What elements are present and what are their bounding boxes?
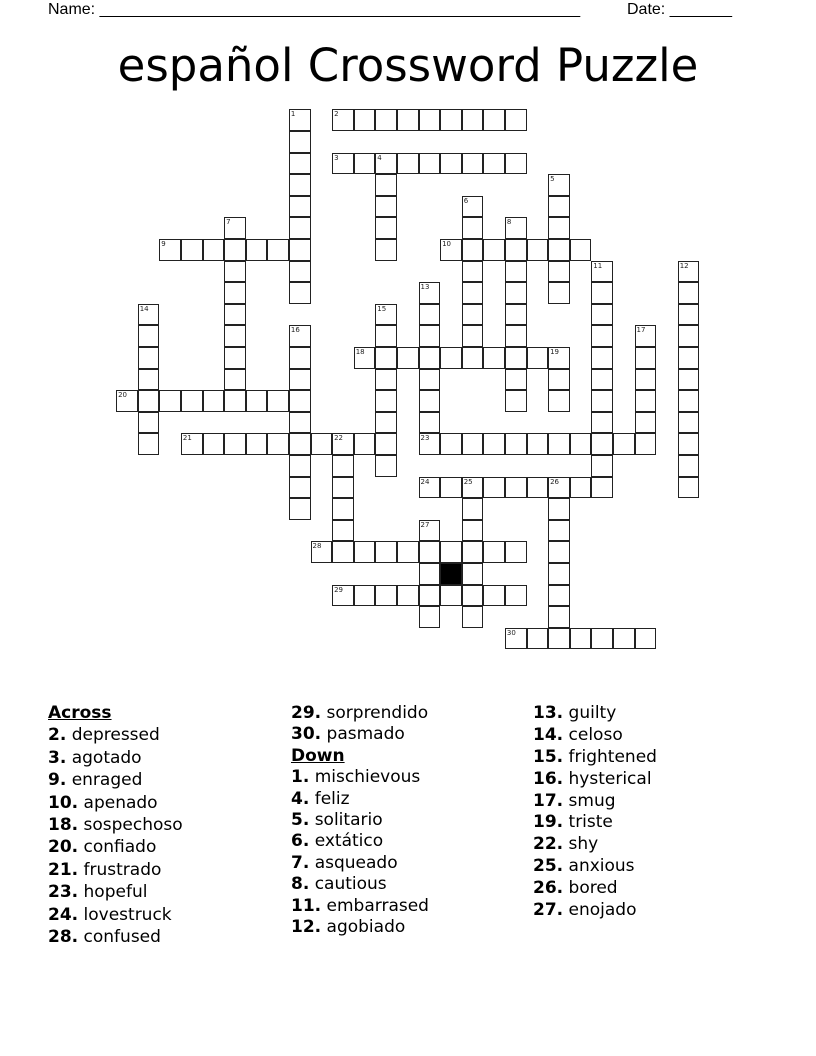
grid-cell[interactable] bbox=[419, 347, 441, 369]
clue-number: 24 bbox=[420, 477, 430, 486]
grid-cell[interactable] bbox=[462, 196, 484, 218]
grid-cell[interactable] bbox=[505, 541, 527, 563]
grid-cell[interactable] bbox=[505, 239, 527, 261]
grid-cell[interactable] bbox=[289, 433, 311, 455]
grid-cell[interactable] bbox=[505, 628, 527, 650]
clue-across-10: 10. apenado bbox=[48, 792, 158, 813]
grid-cell[interactable] bbox=[289, 455, 311, 477]
grid-cell[interactable] bbox=[289, 153, 311, 175]
grid-cell[interactable] bbox=[505, 153, 527, 175]
clue-down-4: 4. feliz bbox=[291, 788, 350, 809]
clue-down-22: 22. shy bbox=[533, 834, 599, 855]
grid-cell[interactable] bbox=[483, 347, 505, 369]
clue-down-12: 12. agobiado bbox=[291, 916, 406, 937]
grid-cell[interactable] bbox=[548, 606, 570, 628]
grid-cell[interactable] bbox=[332, 433, 354, 455]
grid-cell[interactable] bbox=[678, 282, 700, 304]
grid-cell[interactable] bbox=[224, 304, 246, 326]
grid-cell[interactable] bbox=[591, 628, 613, 650]
grid-cell[interactable] bbox=[354, 347, 376, 369]
grid-cell[interactable] bbox=[181, 239, 203, 261]
clue-across-9: 9. enraged bbox=[48, 770, 143, 791]
grid-cell[interactable] bbox=[613, 433, 635, 455]
grid-cell[interactable] bbox=[505, 217, 527, 239]
grid-cell[interactable] bbox=[354, 585, 376, 607]
across-heading: Across bbox=[48, 703, 112, 723]
clue-number: 9 bbox=[161, 240, 166, 248]
grid-cell[interactable] bbox=[289, 217, 311, 239]
grid-cell[interactable] bbox=[246, 390, 268, 412]
grid-cell[interactable] bbox=[635, 369, 657, 391]
grid-cell[interactable] bbox=[548, 217, 570, 239]
grid-cell[interactable] bbox=[548, 282, 570, 304]
clue-number: 25 bbox=[463, 477, 473, 486]
clue-number: 16 bbox=[290, 326, 300, 335]
grid-cell[interactable] bbox=[548, 196, 570, 218]
grid-cell[interactable] bbox=[678, 390, 700, 412]
clue-down-19: 19. triste bbox=[533, 812, 613, 833]
grid-cell[interactable] bbox=[116, 390, 138, 412]
grid-cell[interactable] bbox=[635, 412, 657, 434]
grid-cell[interactable] bbox=[354, 541, 376, 563]
clue-down-6: 6. extático bbox=[291, 831, 384, 852]
grid-cell[interactable] bbox=[483, 541, 505, 563]
grid-cell[interactable] bbox=[375, 239, 397, 261]
grid-cell[interactable] bbox=[332, 498, 354, 520]
clue-across-18: 18. sospechoso bbox=[48, 814, 183, 835]
grid-cell[interactable] bbox=[462, 520, 484, 542]
grid-cell[interactable] bbox=[440, 433, 462, 455]
grid-cell[interactable] bbox=[548, 369, 570, 391]
grid-cell[interactable] bbox=[483, 433, 505, 455]
grid-cell[interactable] bbox=[440, 477, 462, 499]
clue-across-28: 28. confused bbox=[48, 926, 161, 947]
clues-column-1 bbox=[48, 702, 183, 948]
grid-cell[interactable] bbox=[591, 304, 613, 326]
grid-cell[interactable] bbox=[419, 390, 441, 412]
grid-cell[interactable] bbox=[613, 628, 635, 650]
grid-cell[interactable] bbox=[505, 433, 527, 455]
grid-cell[interactable] bbox=[289, 477, 311, 499]
grid-cell[interactable] bbox=[678, 455, 700, 477]
grid-cell[interactable] bbox=[527, 239, 549, 261]
grid-cell[interactable] bbox=[375, 390, 397, 412]
grid-cell[interactable] bbox=[527, 477, 549, 499]
grid-cell[interactable] bbox=[375, 455, 397, 477]
grid-cell[interactable] bbox=[332, 477, 354, 499]
clue-number: 10 bbox=[442, 240, 452, 248]
clue-across-3: 3. agotado bbox=[48, 747, 142, 768]
clue-down-8: 8. cautious bbox=[291, 874, 387, 895]
grid-cell[interactable] bbox=[397, 109, 419, 131]
grid-cell[interactable] bbox=[591, 412, 613, 434]
grid-cell[interactable] bbox=[440, 109, 462, 131]
clue-number: 23 bbox=[420, 434, 430, 443]
grid-cell[interactable] bbox=[311, 433, 333, 455]
date-field[interactable]: Date: _______ bbox=[627, 1, 732, 18]
clue-down-17: 17. smug bbox=[533, 790, 616, 811]
grid-cell[interactable] bbox=[548, 261, 570, 283]
clue-across-30: 30. pasmado bbox=[291, 724, 405, 745]
grid-cell[interactable] bbox=[548, 433, 570, 455]
clue-across-24: 24. lovestruck bbox=[48, 904, 172, 925]
grid-cell[interactable] bbox=[678, 412, 700, 434]
grid-cell[interactable] bbox=[397, 541, 419, 563]
grid-cell[interactable] bbox=[548, 174, 570, 196]
grid-cell[interactable] bbox=[548, 498, 570, 520]
clue-number: 4 bbox=[377, 153, 382, 162]
clue-across-23: 23. hopeful bbox=[48, 882, 148, 903]
grid-cell[interactable] bbox=[354, 433, 376, 455]
grid-cell[interactable] bbox=[375, 325, 397, 347]
grid-cell[interactable] bbox=[375, 347, 397, 369]
grid-cell[interactable] bbox=[591, 433, 613, 455]
clue-down-11: 11. embarrased bbox=[291, 895, 429, 916]
grid-cell[interactable] bbox=[267, 433, 289, 455]
grid-cell[interactable] bbox=[289, 239, 311, 261]
grid-cell[interactable] bbox=[159, 239, 181, 261]
clue-down-15: 15. frightened bbox=[533, 746, 657, 767]
grid-cell[interactable] bbox=[224, 433, 246, 455]
grid-cell[interactable] bbox=[419, 109, 441, 131]
grid-cell[interactable] bbox=[462, 217, 484, 239]
clue-number: 28 bbox=[312, 542, 322, 551]
clue-number: 14 bbox=[139, 304, 149, 313]
grid-cell[interactable] bbox=[635, 433, 657, 455]
clue-down-16: 16. hysterical bbox=[533, 768, 652, 789]
grid-cell[interactable] bbox=[570, 433, 592, 455]
page-title: español Crossword Puzzle bbox=[117, 39, 699, 92]
clue-number: 30 bbox=[506, 628, 516, 637]
clue-down-27: 27. enojado bbox=[533, 900, 637, 921]
grid-cell[interactable] bbox=[527, 433, 549, 455]
grid-cell[interactable] bbox=[246, 433, 268, 455]
grid-cell[interactable] bbox=[678, 347, 700, 369]
black-cell bbox=[440, 563, 462, 585]
grid-cell[interactable] bbox=[375, 585, 397, 607]
clue-number: 5 bbox=[550, 175, 555, 184]
grid-cell[interactable] bbox=[483, 477, 505, 499]
clue-down-14: 14. celoso bbox=[533, 724, 623, 745]
grid-cell[interactable] bbox=[289, 196, 311, 218]
clue-number: 17 bbox=[636, 326, 646, 335]
grid-cell[interactable] bbox=[505, 304, 527, 326]
grid-cell[interactable] bbox=[224, 390, 246, 412]
grid-cell[interactable] bbox=[375, 369, 397, 391]
name-field[interactable]: Name: ______________________________________________________ bbox=[48, 1, 581, 18]
grid-cell[interactable] bbox=[548, 541, 570, 563]
grid-cell[interactable] bbox=[505, 109, 527, 131]
grid-cell[interactable] bbox=[354, 153, 376, 175]
grid-cell[interactable] bbox=[462, 282, 484, 304]
grid-cell[interactable] bbox=[224, 217, 246, 239]
grid-cell[interactable] bbox=[289, 131, 311, 153]
grid-cell[interactable] bbox=[419, 541, 441, 563]
grid-cell[interactable] bbox=[419, 412, 441, 434]
grid-cell[interactable] bbox=[462, 109, 484, 131]
grid-cell[interactable] bbox=[678, 325, 700, 347]
clue-down-26: 26. bored bbox=[533, 878, 618, 899]
clue-number: 12 bbox=[679, 261, 689, 270]
grid-cell[interactable] bbox=[548, 563, 570, 585]
grid-cell[interactable] bbox=[224, 239, 246, 261]
grid-cell[interactable] bbox=[419, 325, 441, 347]
grid-cell[interactable] bbox=[332, 520, 354, 542]
grid-cell[interactable] bbox=[397, 585, 419, 607]
grid-cell[interactable] bbox=[462, 563, 484, 585]
grid-cell[interactable] bbox=[332, 109, 354, 131]
grid-cell[interactable] bbox=[375, 217, 397, 239]
grid-cell[interactable] bbox=[440, 347, 462, 369]
grid-cell[interactable] bbox=[397, 153, 419, 175]
grid-cell[interactable] bbox=[591, 390, 613, 412]
grid-cell[interactable] bbox=[462, 304, 484, 326]
clue-number: 22 bbox=[334, 434, 344, 443]
clue-number: 19 bbox=[550, 348, 560, 356]
clue-number: 21 bbox=[182, 434, 192, 443]
grid-cell[interactable] bbox=[375, 196, 397, 218]
grid-cell[interactable] bbox=[462, 498, 484, 520]
grid-cell[interactable] bbox=[419, 563, 441, 585]
grid-cell[interactable] bbox=[462, 239, 484, 261]
clue-number: 6 bbox=[463, 196, 469, 205]
grid-cell[interactable] bbox=[311, 541, 333, 563]
grid-cell[interactable] bbox=[419, 282, 441, 304]
clue-down-1: 1. mischievous bbox=[291, 767, 421, 788]
grid-cell[interactable] bbox=[591, 455, 613, 477]
grid-cell[interactable] bbox=[635, 628, 657, 650]
grid-cell[interactable] bbox=[483, 109, 505, 131]
clues-column-2 bbox=[291, 702, 429, 937]
grid-cell[interactable] bbox=[548, 239, 570, 261]
grid-cell[interactable] bbox=[375, 304, 397, 326]
grid-cell[interactable] bbox=[462, 433, 484, 455]
grid-cell[interactable] bbox=[419, 585, 441, 607]
clue-number: 3 bbox=[334, 153, 339, 162]
grid-cell[interactable] bbox=[505, 261, 527, 283]
clue-across-20: 20. confiado bbox=[48, 837, 157, 858]
grid-cell[interactable] bbox=[289, 109, 311, 131]
grid-cell[interactable] bbox=[203, 239, 225, 261]
grid-cell[interactable] bbox=[548, 347, 570, 369]
grid-cell[interactable] bbox=[548, 585, 570, 607]
grid-cell[interactable] bbox=[138, 433, 160, 455]
grid-cell[interactable] bbox=[678, 304, 700, 326]
grid-cell[interactable] bbox=[224, 369, 246, 391]
grid-cell[interactable] bbox=[375, 433, 397, 455]
grid-cell[interactable] bbox=[462, 325, 484, 347]
grid-cell[interactable] bbox=[289, 261, 311, 283]
grid-cell[interactable] bbox=[462, 347, 484, 369]
grid-cell[interactable] bbox=[678, 433, 700, 455]
grid-cell[interactable] bbox=[332, 153, 354, 175]
grid-cell[interactable] bbox=[289, 325, 311, 347]
grid-cell[interactable] bbox=[548, 628, 570, 650]
grid-cell[interactable] bbox=[548, 390, 570, 412]
grid-cell[interactable] bbox=[505, 390, 527, 412]
grid-cell[interactable] bbox=[419, 520, 441, 542]
grid-cell[interactable] bbox=[203, 390, 225, 412]
grid-cell[interactable] bbox=[440, 239, 462, 261]
grid-cell[interactable] bbox=[397, 347, 419, 369]
grid-cell[interactable] bbox=[505, 325, 527, 347]
grid-cell[interactable] bbox=[591, 369, 613, 391]
clue-number: 20 bbox=[118, 391, 128, 400]
grid-cell[interactable] bbox=[483, 153, 505, 175]
grid-cell[interactable] bbox=[332, 541, 354, 563]
clue-across-21: 21. frustrado bbox=[48, 859, 162, 880]
grid-cell[interactable] bbox=[375, 109, 397, 131]
grid-cell[interactable] bbox=[354, 109, 376, 131]
grid-cell[interactable] bbox=[267, 390, 289, 412]
clue-down-5: 5. solitario bbox=[291, 809, 383, 830]
grid-cell[interactable] bbox=[505, 477, 527, 499]
clue-across-29: 29. sorprendido bbox=[291, 703, 429, 723]
grid-cell[interactable] bbox=[224, 261, 246, 283]
grid-cell[interactable] bbox=[591, 477, 613, 499]
grid-cell[interactable] bbox=[440, 153, 462, 175]
grid-cell[interactable] bbox=[483, 585, 505, 607]
grid-cell[interactable] bbox=[505, 585, 527, 607]
clue-down-7: 7. asqueado bbox=[291, 852, 398, 873]
grid-cell[interactable] bbox=[332, 585, 354, 607]
grid-cell[interactable] bbox=[527, 347, 549, 369]
grid-cell[interactable] bbox=[678, 261, 700, 283]
grid-cell[interactable] bbox=[462, 541, 484, 563]
clue-number: 26 bbox=[550, 477, 560, 486]
grid-cell[interactable] bbox=[635, 347, 657, 369]
grid-cell[interactable] bbox=[203, 433, 225, 455]
grid-cell[interactable] bbox=[138, 304, 160, 326]
grid-cell[interactable] bbox=[505, 369, 527, 391]
grid-cell[interactable] bbox=[591, 325, 613, 347]
grid-cell[interactable] bbox=[591, 347, 613, 369]
grid-cell[interactable] bbox=[138, 325, 160, 347]
grid-cell[interactable] bbox=[289, 347, 311, 369]
grid-cell[interactable] bbox=[267, 239, 289, 261]
grid-cell[interactable] bbox=[505, 282, 527, 304]
grid-cell[interactable] bbox=[375, 541, 397, 563]
grid-cell[interactable] bbox=[375, 153, 397, 175]
clue-down-25: 25. anxious bbox=[533, 856, 635, 877]
clue-number: 29 bbox=[334, 585, 344, 594]
clue-number: 18 bbox=[355, 348, 365, 356]
grid-cell[interactable] bbox=[289, 369, 311, 391]
clue-number: 27 bbox=[420, 520, 430, 529]
grid-cell[interactable] bbox=[289, 412, 311, 434]
clue-down-13: 13. guilty bbox=[533, 703, 617, 723]
grid-cell[interactable] bbox=[527, 628, 549, 650]
grid-cell[interactable] bbox=[440, 541, 462, 563]
grid-cell[interactable] bbox=[462, 153, 484, 175]
clue-across-2: 2. depressed bbox=[48, 725, 160, 746]
grid-cell[interactable] bbox=[375, 174, 397, 196]
grid-cell[interactable] bbox=[289, 282, 311, 304]
grid-cell[interactable] bbox=[289, 498, 311, 520]
grid-cell[interactable] bbox=[635, 325, 657, 347]
grid-cell[interactable] bbox=[678, 477, 700, 499]
grid-cell[interactable] bbox=[181, 433, 203, 455]
grid-cell[interactable] bbox=[289, 174, 311, 196]
grid-cell[interactable] bbox=[548, 520, 570, 542]
grid-cell[interactable] bbox=[138, 412, 160, 434]
grid-cell[interactable] bbox=[181, 390, 203, 412]
grid-cell[interactable] bbox=[635, 390, 657, 412]
grid-cell[interactable] bbox=[419, 369, 441, 391]
grid-cell[interactable] bbox=[483, 239, 505, 261]
grid-cell[interactable] bbox=[138, 347, 160, 369]
grid-cell[interactable] bbox=[678, 369, 700, 391]
clue-number: 8 bbox=[506, 218, 512, 227]
grid-cell[interactable] bbox=[462, 261, 484, 283]
grid-cell[interactable] bbox=[289, 390, 311, 412]
grid-cell[interactable] bbox=[224, 282, 246, 304]
grid-cell[interactable] bbox=[332, 455, 354, 477]
down-heading: Down bbox=[291, 745, 345, 766]
grid-cell[interactable] bbox=[159, 390, 181, 412]
grid-cell[interactable] bbox=[591, 261, 613, 283]
grid-cell[interactable] bbox=[224, 325, 246, 347]
grid-cell[interactable] bbox=[138, 390, 160, 412]
clue-number: 11 bbox=[593, 261, 603, 270]
clue-number: 2 bbox=[334, 110, 339, 119]
clue-number: 7 bbox=[226, 218, 231, 227]
grid-cell[interactable] bbox=[462, 585, 484, 607]
grid-cell[interactable] bbox=[246, 239, 268, 261]
grid-cell[interactable] bbox=[224, 347, 246, 369]
grid-cell[interactable] bbox=[419, 433, 441, 455]
grid-cell[interactable] bbox=[570, 628, 592, 650]
grid-cell[interactable] bbox=[375, 412, 397, 434]
grid-cell[interactable] bbox=[419, 153, 441, 175]
grid-cell[interactable] bbox=[570, 239, 592, 261]
clues-column-3 bbox=[533, 702, 657, 921]
grid-cell[interactable] bbox=[419, 304, 441, 326]
grid-cell[interactable] bbox=[505, 347, 527, 369]
clue-number: 1 bbox=[290, 110, 296, 119]
grid-cell[interactable] bbox=[462, 477, 484, 499]
grid-cell[interactable] bbox=[548, 477, 570, 499]
grid-cell[interactable] bbox=[462, 606, 484, 628]
clue-number: 15 bbox=[377, 304, 387, 313]
grid-cell[interactable] bbox=[138, 369, 160, 391]
grid-cell[interactable] bbox=[419, 477, 441, 499]
grid-cell[interactable] bbox=[440, 585, 462, 607]
grid-cell[interactable] bbox=[570, 477, 592, 499]
grid-cell[interactable] bbox=[591, 282, 613, 304]
clue-number: 13 bbox=[420, 283, 430, 292]
grid-cell[interactable] bbox=[419, 606, 441, 628]
